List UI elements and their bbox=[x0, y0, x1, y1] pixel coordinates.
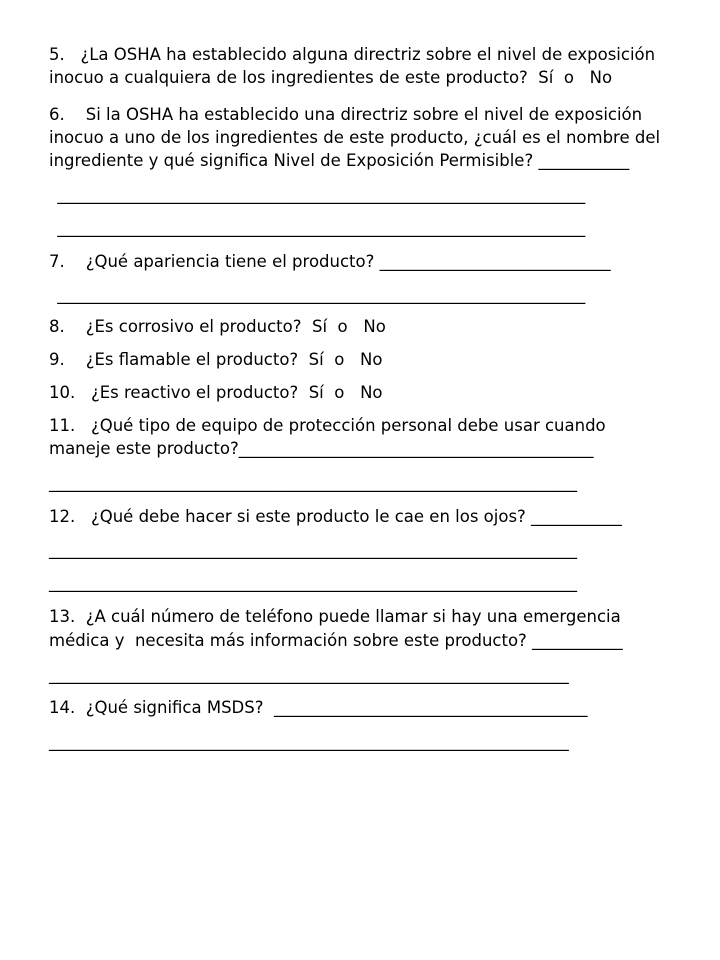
question-12-line-1: 12. ¿Qué debe hacer si este producto le cae en los ojos? ___________ bbox=[49, 507, 622, 526]
question-13-line-2: médica y necesita más información sobre este producto? ___________ bbox=[49, 631, 623, 650]
question-8-line-1: 8. ¿Es corrosivo el producto? Sí o No bbox=[49, 317, 386, 336]
question-6-line-2: inocuo a uno de los ingredientes de este producto, ¿cuál es el nombre del bbox=[49, 128, 661, 147]
question-11-answer-line-1: ________________________________________________________________ bbox=[49, 473, 577, 492]
question-12-answer-line-1: ________________________________________________________________ bbox=[49, 540, 577, 559]
question-9-line-1: 9. ¿Es flamable el producto? Sí o No bbox=[49, 350, 383, 369]
question-7-line-1: 7. ¿Qué apariencia tiene el producto? ____________________________ bbox=[49, 252, 611, 271]
question-14-line-1: 14. ¿Qué significa MSDS? ______________________________________ bbox=[49, 698, 588, 717]
question-7-answer-line-1: ________________________________________________________________ bbox=[52, 285, 586, 304]
question-12-answer-line-2: ________________________________________________________________ bbox=[49, 573, 577, 592]
question-5-line-2: inocuo a cualquiera de los ingredientes de este producto? Sí o No bbox=[49, 68, 613, 87]
question-5-line-1: 5. ¿La OSHA ha establecido alguna directriz sobre el nivel de exposición bbox=[49, 45, 656, 64]
question-6-answer-line-1: ________________________________________________________________ bbox=[52, 185, 586, 204]
question-6-line-1: 6. Si la OSHA ha establecido una directriz sobre el nivel de exposición bbox=[49, 105, 643, 124]
question-6-answer-line-2: ________________________________________________________________ bbox=[52, 218, 586, 237]
question-11-line-2: maneje este producto?___________________________________________ bbox=[49, 439, 594, 458]
question-13-answer-line-1: _______________________________________________________________ bbox=[49, 665, 569, 684]
question-14-answer-line-1: _______________________________________________________________ bbox=[49, 732, 569, 751]
question-13-line-1: 13. ¿A cuál número de teléfono puede llamar si hay una emergencia bbox=[49, 607, 621, 626]
question-11-line-1: 11. ¿Qué tipo de equipo de protección personal debe usar cuando bbox=[49, 416, 606, 435]
question-6-line-3: ingrediente y qué significa Nivel de Exposición Permisible? ___________ bbox=[49, 151, 630, 170]
question-10-line-1: 10. ¿Es reactivo el producto? Sí o No bbox=[49, 383, 383, 402]
